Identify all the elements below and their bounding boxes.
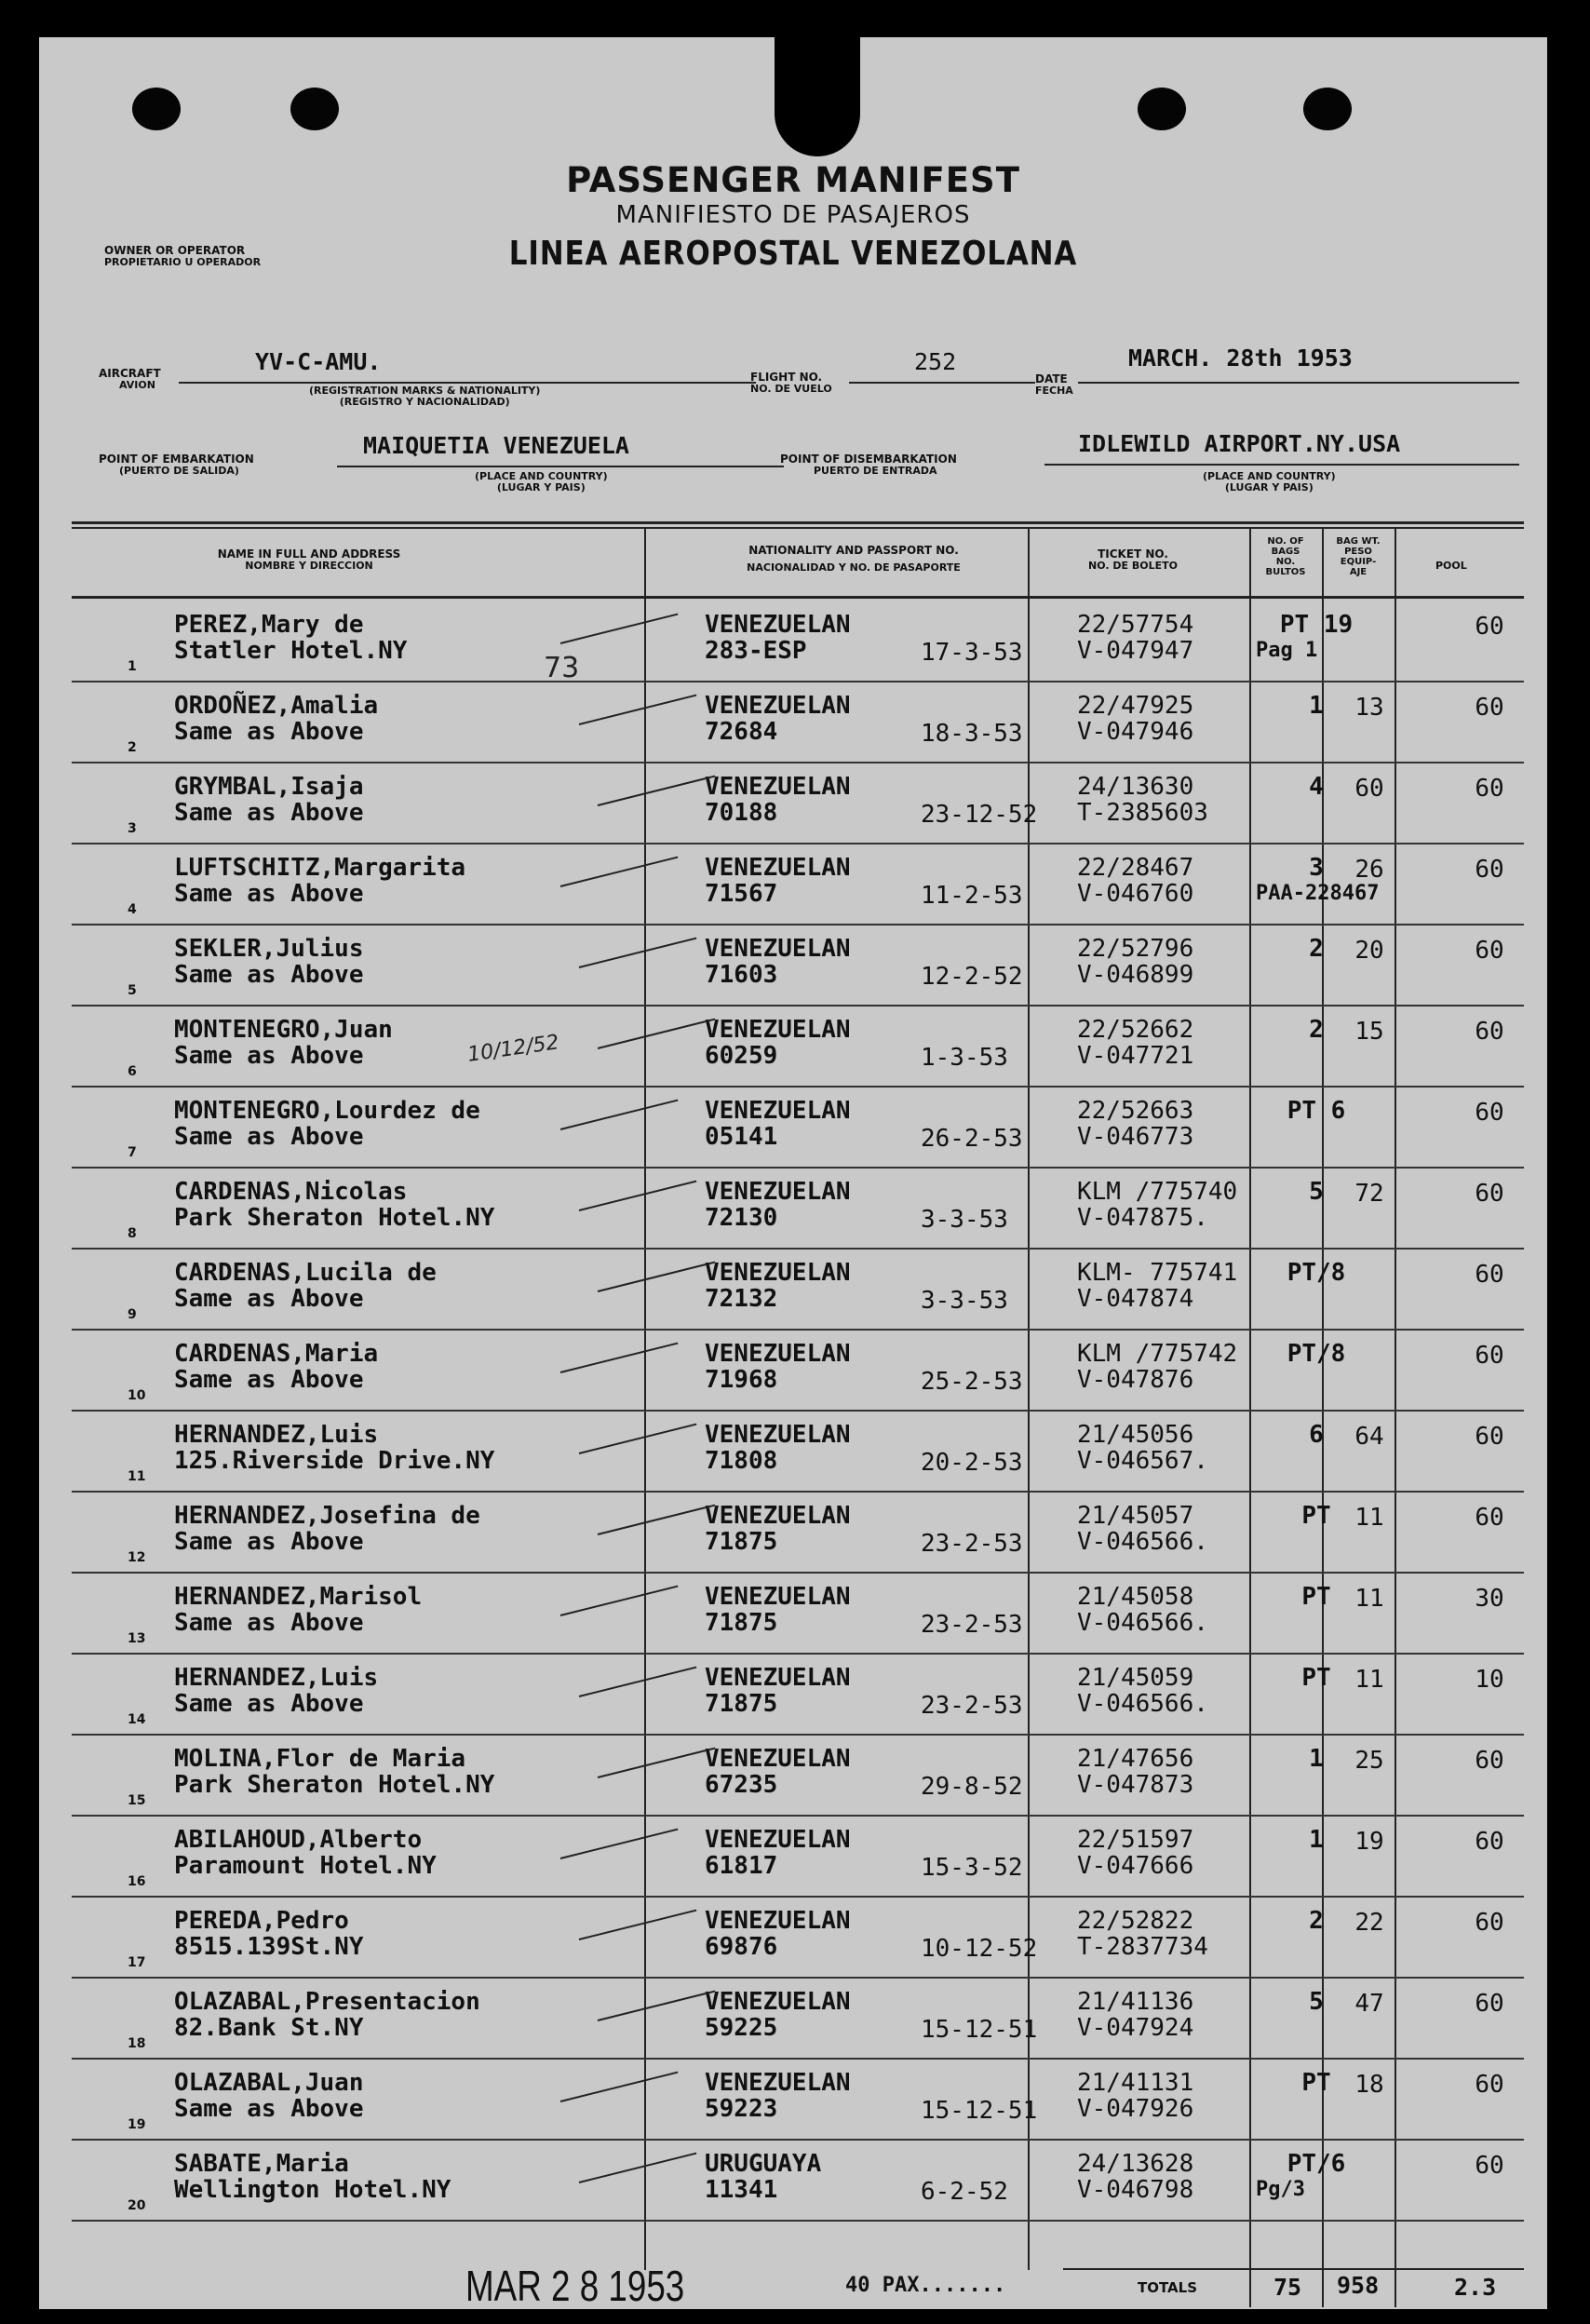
passport-date: 26-2-53 bbox=[921, 1125, 1023, 1153]
bags-count: 1 bbox=[1309, 1826, 1324, 1854]
passport-date: 23-2-53 bbox=[921, 1611, 1023, 1639]
ticket-number-secondary: V-046566. bbox=[1077, 1690, 1208, 1718]
bags-count: 2 bbox=[1309, 1907, 1324, 1935]
table-row bbox=[72, 682, 1524, 763]
aircraft-value: YV-C-AMU. bbox=[255, 348, 382, 375]
bag-weight: 60 bbox=[1354, 775, 1384, 803]
passport-date: 15-12-51 bbox=[921, 2016, 1038, 2044]
pool-value: 60 bbox=[1475, 1099, 1504, 1127]
bags-count: 2 bbox=[1309, 1016, 1324, 1044]
table-row bbox=[72, 1736, 1524, 1817]
ticket-number-secondary: V-047947 bbox=[1077, 637, 1194, 665]
table-row bbox=[72, 1007, 1524, 1088]
passenger-address: Statler Hotel.NY bbox=[174, 637, 408, 665]
row-number: 6 bbox=[128, 1064, 137, 1079]
date-stamp: MAR 2 8 1953 bbox=[465, 2262, 685, 2309]
bags-note: PAA-228467 bbox=[1256, 882, 1380, 905]
ticket-number-secondary: V-046567. bbox=[1077, 1447, 1208, 1475]
pool-value: 60 bbox=[1475, 1747, 1504, 1775]
passport-date: 23-2-53 bbox=[921, 1692, 1023, 1720]
page-subtitle: MANIFIESTO DE PASAJEROS bbox=[615, 201, 971, 229]
pool-value: 60 bbox=[1475, 1504, 1504, 1532]
row-number: 18 bbox=[128, 2036, 146, 2051]
passenger-address: Same as Above bbox=[174, 2095, 364, 2123]
nationality: VENEZUELAN bbox=[705, 854, 851, 882]
owner-label: OWNER OR OPERATOR PROPIETARIO U OPERADOR bbox=[104, 244, 262, 268]
passenger-address: Paramount Hotel.NY bbox=[174, 1852, 437, 1880]
ticket-number-secondary: V-047946 bbox=[1077, 718, 1194, 746]
pool-value: 30 bbox=[1475, 1585, 1504, 1613]
passport-date: 10-12-52 bbox=[921, 1935, 1038, 1963]
col-header-name: NAME IN FULL AND ADDRESS NOMBRE Y DIRECCION bbox=[217, 547, 401, 572]
passenger-name: OLAZABAL,Juan bbox=[174, 2069, 364, 2097]
passenger-name: HERNANDEZ,Marisol bbox=[174, 1583, 423, 1611]
row-number: 3 bbox=[128, 821, 137, 836]
bag-weight: 19 bbox=[1354, 1828, 1384, 1856]
col-header-nationality: NATIONALITY AND PASSPORT NO. NACIONALIDAD Y NO. DE PASAPORTE bbox=[747, 544, 961, 574]
total-pool: 2.3 bbox=[1454, 2274, 1497, 2301]
col-header-ticket: TICKET NO. NO. DE BOLETO bbox=[1088, 547, 1178, 572]
passenger-address: Same as Above bbox=[174, 1528, 364, 1556]
registration-note: (REGISTRATION MARKS & NATIONALITY) (REGISTRO Y NACIONALIDAD) bbox=[309, 385, 541, 408]
bags-note: Pag 1 bbox=[1256, 639, 1318, 662]
place-note: (PLACE AND COUNTRY) (LUGAR Y PAIS) bbox=[1203, 470, 1336, 493]
pool-value: 60 bbox=[1475, 937, 1504, 965]
passenger-name: CARDENAS,Maria bbox=[174, 1340, 379, 1368]
pool-value: 60 bbox=[1475, 1018, 1504, 1046]
row-divider bbox=[72, 2220, 1524, 2222]
passenger-name: HERNANDEZ,Josefina de bbox=[174, 1502, 480, 1530]
nationality: VENEZUELAN bbox=[705, 1583, 851, 1611]
pool-value: 60 bbox=[1475, 2071, 1504, 2099]
passport-date: 29-8-52 bbox=[921, 1773, 1023, 1801]
table-row bbox=[72, 1169, 1524, 1250]
passport-number: 61817 bbox=[705, 1852, 778, 1880]
bags-count: PT 19 bbox=[1279, 611, 1354, 639]
table-row bbox=[72, 844, 1524, 926]
page-title: PASSENGER MANIFEST bbox=[566, 160, 1020, 200]
bags-count: 5 bbox=[1309, 1178, 1324, 1206]
place-note: (PLACE AND COUNTRY) (LUGAR Y PAIS) bbox=[475, 470, 608, 493]
passenger-count: 40 PAX....... bbox=[845, 2274, 1006, 2297]
bag-weight: 11 bbox=[1354, 1585, 1384, 1613]
passenger-name: ORDOÑEZ,Amalia bbox=[174, 692, 379, 720]
ticket-number: 21/45057 bbox=[1077, 1502, 1194, 1530]
row-number: 16 bbox=[128, 1874, 146, 1889]
bag-weight: 18 bbox=[1354, 2071, 1384, 2099]
passenger-address: Same as Above bbox=[174, 880, 364, 908]
pool-value: 60 bbox=[1475, 613, 1504, 641]
ticket-number-secondary: V-046760 bbox=[1077, 880, 1194, 908]
bags-count: PT 6 bbox=[1287, 1097, 1346, 1125]
passport-date: 6-2-52 bbox=[921, 2178, 1008, 2206]
passport-date: 1-3-53 bbox=[921, 1044, 1008, 1072]
field-underline bbox=[337, 466, 784, 467]
table-row bbox=[72, 2060, 1524, 2141]
passenger-address: 8515.139St.NY bbox=[174, 1933, 364, 1961]
passenger-name: HERNANDEZ,Luis bbox=[174, 1421, 379, 1449]
row-number: 17 bbox=[128, 1955, 146, 1970]
bag-weight: 22 bbox=[1354, 1909, 1384, 1937]
passport-number: 05141 bbox=[705, 1123, 778, 1151]
passport-number: 71808 bbox=[705, 1447, 778, 1475]
passport-date: 23-2-53 bbox=[921, 1530, 1023, 1558]
nationality: URUGUAYA bbox=[705, 2150, 822, 2178]
passenger-address: 82.Bank St.NY bbox=[174, 2014, 364, 2042]
ticket-number: 21/45059 bbox=[1077, 1664, 1194, 1692]
handwritten-note: 10/12/52 bbox=[465, 1031, 561, 1067]
passenger-name: PEREZ,Mary de bbox=[174, 611, 364, 639]
table-header-rule bbox=[72, 596, 1524, 599]
bags-count: PT bbox=[1301, 1502, 1331, 1530]
table-row bbox=[72, 1898, 1524, 1979]
ticket-number: 24/13628 bbox=[1077, 2150, 1194, 2178]
table-row bbox=[72, 2141, 1524, 2222]
passenger-address: Same as Above bbox=[174, 1366, 364, 1394]
bag-weight: 11 bbox=[1354, 1666, 1384, 1694]
row-number: 12 bbox=[128, 1550, 146, 1565]
ticket-number: 22/28467 bbox=[1077, 854, 1194, 882]
pool-value: 60 bbox=[1475, 1423, 1504, 1451]
bags-count: PT bbox=[1301, 1583, 1331, 1611]
table-top-rule bbox=[72, 527, 1524, 529]
col-header-bag-weight: BAG WT. PESO EQUIP- AJE bbox=[1336, 536, 1381, 577]
nationality: VENEZUELAN bbox=[705, 611, 851, 639]
bag-weight: 13 bbox=[1354, 694, 1384, 722]
row-number: 4 bbox=[128, 902, 137, 917]
ticket-number: 22/57754 bbox=[1077, 611, 1194, 639]
pool-value: 60 bbox=[1475, 1909, 1504, 1937]
row-number: 7 bbox=[128, 1145, 137, 1160]
totals-rule bbox=[1063, 2268, 1524, 2270]
row-number: 11 bbox=[128, 1469, 146, 1484]
passenger-address: Same as Above bbox=[174, 961, 364, 989]
nationality: VENEZUELAN bbox=[705, 1016, 851, 1044]
ticket-number: KLM /775740 bbox=[1077, 1178, 1238, 1206]
passenger-name: ABILAHOUD,Alberto bbox=[174, 1826, 423, 1854]
passport-date: 18-3-53 bbox=[921, 720, 1023, 748]
flight-value: 252 bbox=[914, 348, 957, 375]
field-underline bbox=[1044, 464, 1519, 466]
passenger-address: Park Sheraton Hotel.NY bbox=[174, 1771, 495, 1799]
passenger-name: PEREDA,Pedro bbox=[174, 1907, 349, 1935]
row-number: 14 bbox=[128, 1712, 146, 1727]
passport-number: 71567 bbox=[705, 880, 778, 908]
passport-date: 23-12-52 bbox=[921, 801, 1038, 829]
ticket-number: 24/13630 bbox=[1077, 773, 1194, 801]
nationality: VENEZUELAN bbox=[705, 1745, 851, 1773]
ticket-number: KLM /775742 bbox=[1077, 1340, 1238, 1368]
disembarkation-label: POINT OF DISEMBARKATION PUERTO DE ENTRADA bbox=[780, 453, 957, 477]
bags-count: PT bbox=[1301, 2069, 1331, 2097]
totals-label: TOTALS bbox=[1138, 2279, 1198, 2296]
passenger-name: MONTENEGRO,Juan bbox=[174, 1016, 393, 1044]
table-row bbox=[72, 601, 1524, 682]
date-label: DATE FECHA bbox=[1035, 372, 1073, 397]
passenger-address: Same as Above bbox=[174, 1285, 364, 1313]
passenger-name: CARDENAS,Nicolas bbox=[174, 1178, 408, 1206]
col-header-pool: POOL bbox=[1435, 560, 1467, 572]
ticket-number: 22/52663 bbox=[1077, 1097, 1194, 1125]
pool-value: 60 bbox=[1475, 1828, 1504, 1856]
passenger-name: MOLINA,Flor de Maria bbox=[174, 1745, 466, 1773]
embarkation-label: POINT OF EMBARKATION (PUERTO DE SALIDA) bbox=[99, 453, 254, 477]
punch-hole bbox=[1303, 88, 1352, 130]
row-number: 2 bbox=[128, 740, 137, 755]
passenger-address: Same as Above bbox=[174, 1123, 364, 1151]
passport-number: 72130 bbox=[705, 1204, 778, 1232]
passport-number: 59223 bbox=[705, 2095, 778, 2123]
pool-value: 60 bbox=[1475, 1342, 1504, 1370]
pool-value: 60 bbox=[1475, 2152, 1504, 2180]
passenger-name: OLAZABAL,Presentacion bbox=[174, 1988, 480, 2016]
passport-date: 12-2-52 bbox=[921, 963, 1023, 991]
nationality: VENEZUELAN bbox=[705, 1826, 851, 1854]
field-underline bbox=[1078, 382, 1519, 384]
row-number: 20 bbox=[128, 2198, 146, 2213]
passport-number: 59225 bbox=[705, 2014, 778, 2042]
ticket-number-secondary: V-047874 bbox=[1077, 1285, 1194, 1313]
passport-number: 71875 bbox=[705, 1609, 778, 1637]
bags-count: PT/8 bbox=[1287, 1340, 1346, 1368]
nationality: VENEZUELAN bbox=[705, 692, 851, 720]
passport-number: 72132 bbox=[705, 1285, 778, 1313]
row-number: 13 bbox=[128, 1631, 146, 1646]
passenger-name: SABATE,Maria bbox=[174, 2150, 349, 2178]
table-row bbox=[72, 1655, 1524, 1736]
passport-date: 17-3-53 bbox=[921, 639, 1023, 667]
ticket-number: 21/45058 bbox=[1077, 1583, 1194, 1611]
passport-number: 11341 bbox=[705, 2176, 778, 2204]
pool-value: 60 bbox=[1475, 1180, 1504, 1208]
bags-count: 1 bbox=[1309, 692, 1324, 720]
passport-number: 71603 bbox=[705, 961, 778, 989]
ticket-number-secondary: V-046566. bbox=[1077, 1528, 1208, 1556]
ticket-number-secondary: V-046773 bbox=[1077, 1123, 1194, 1151]
passenger-address: Same as Above bbox=[174, 1609, 364, 1637]
passenger-address: Same as Above bbox=[174, 1042, 364, 1070]
bags-count: 1 bbox=[1309, 1745, 1324, 1773]
table-row bbox=[72, 763, 1524, 844]
bag-weight: 72 bbox=[1354, 1180, 1384, 1208]
bags-count: 3 bbox=[1309, 854, 1324, 882]
manifest-sheet bbox=[39, 37, 1547, 2309]
passenger-name: LUFTSCHITZ,Margarita bbox=[174, 854, 466, 882]
nationality: VENEZUELAN bbox=[705, 1664, 851, 1692]
passenger-name: HERNANDEZ,Luis bbox=[174, 1664, 379, 1692]
bags-count: PT/8 bbox=[1287, 1259, 1346, 1287]
row-number: 10 bbox=[128, 1388, 146, 1403]
passport-number: 72684 bbox=[705, 718, 778, 746]
passport-date: 20-2-53 bbox=[921, 1449, 1023, 1477]
passenger-address: Wellington Hotel.NY bbox=[174, 2176, 451, 2204]
pool-value: 60 bbox=[1475, 775, 1504, 803]
pool-value: 10 bbox=[1475, 1666, 1504, 1694]
ticket-number-secondary: V-046899 bbox=[1077, 961, 1194, 989]
bag-weight: 64 bbox=[1354, 1423, 1384, 1451]
nationality: VENEZUELAN bbox=[705, 1907, 851, 1935]
table-row bbox=[72, 1574, 1524, 1655]
bag-weight: 20 bbox=[1354, 937, 1384, 965]
passenger-address: Same as Above bbox=[174, 799, 364, 827]
passport-date: 25-2-53 bbox=[921, 1368, 1023, 1396]
nationality: VENEZUELAN bbox=[705, 2069, 851, 2097]
table-row bbox=[72, 1250, 1524, 1331]
table-row bbox=[72, 1979, 1524, 2060]
ticket-number-secondary: V-047924 bbox=[1077, 2014, 1194, 2042]
ticket-number-secondary: V-047926 bbox=[1077, 2095, 1194, 2123]
passport-number: 70188 bbox=[705, 799, 778, 827]
ticket-number: 21/41131 bbox=[1077, 2069, 1194, 2097]
table-top-rule bbox=[72, 521, 1524, 524]
ticket-number: 21/47656 bbox=[1077, 1745, 1194, 1773]
ticket-number: 22/47925 bbox=[1077, 692, 1194, 720]
pool-value: 60 bbox=[1475, 694, 1504, 722]
passport-date: 15-12-51 bbox=[921, 2097, 1038, 2125]
nationality: VENEZUELAN bbox=[705, 1097, 851, 1125]
ticket-number: 21/41136 bbox=[1077, 1988, 1194, 2016]
bags-count: 5 bbox=[1309, 1988, 1324, 2016]
date-value: MARCH. 28th 1953 bbox=[1128, 345, 1353, 372]
ticket-number-secondary: V-046566. bbox=[1077, 1609, 1208, 1637]
nationality: VENEZUELAN bbox=[705, 773, 851, 801]
table-row bbox=[72, 1493, 1524, 1574]
passport-date: 15-3-52 bbox=[921, 1854, 1023, 1882]
ticket-number-secondary: V-047876 bbox=[1077, 1366, 1194, 1394]
ticket-number: KLM- 775741 bbox=[1077, 1259, 1238, 1287]
pool-value: 60 bbox=[1475, 1261, 1504, 1289]
ticket-number: 22/51597 bbox=[1077, 1826, 1194, 1854]
passport-number: 67235 bbox=[705, 1771, 778, 1799]
binder-notch bbox=[775, 37, 860, 156]
ticket-number-secondary: V-046798 bbox=[1077, 2176, 1194, 2204]
nationality: VENEZUELAN bbox=[705, 1340, 851, 1368]
total-bags: 75 bbox=[1273, 2274, 1302, 2301]
table-row bbox=[72, 1412, 1524, 1493]
punch-hole bbox=[132, 88, 181, 130]
table-row bbox=[72, 1331, 1524, 1412]
field-underline bbox=[179, 382, 756, 384]
row-number: 1 bbox=[128, 659, 137, 674]
embarkation-value: MAIQUETIA VENEZUELA bbox=[363, 432, 629, 459]
passport-number: 69876 bbox=[705, 1933, 778, 1961]
table-row bbox=[72, 1088, 1524, 1169]
ticket-number-secondary: V-047666 bbox=[1077, 1852, 1194, 1880]
bag-weight: 15 bbox=[1354, 1018, 1384, 1046]
bags-count: 4 bbox=[1309, 773, 1324, 801]
bags-note: Pg/3 bbox=[1256, 2178, 1305, 2201]
nationality: VENEZUELAN bbox=[705, 935, 851, 963]
passport-number: 71875 bbox=[705, 1528, 778, 1556]
passport-number: 60259 bbox=[705, 1042, 778, 1070]
aircraft-label: AIRCRAFT AVION bbox=[99, 367, 161, 391]
passenger-address: 125.Riverside Drive.NY bbox=[174, 1447, 495, 1475]
passenger-name: MONTENEGRO,Lourdez de bbox=[174, 1097, 480, 1125]
nationality: VENEZUELAN bbox=[705, 1421, 851, 1449]
passport-date: 3-3-53 bbox=[921, 1287, 1008, 1315]
ticket-number-secondary: V-047873 bbox=[1077, 1771, 1194, 1799]
punch-hole bbox=[1138, 88, 1186, 130]
passport-date: 11-2-53 bbox=[921, 882, 1023, 910]
bag-weight: 26 bbox=[1354, 856, 1384, 884]
disembarkation-value: IDLEWILD AIRPORT.NY.USA bbox=[1078, 430, 1401, 457]
handwritten-note: 73 bbox=[544, 652, 580, 684]
ticket-number-secondary: T-2837734 bbox=[1077, 1933, 1208, 1961]
table-row bbox=[72, 926, 1524, 1007]
ticket-number: 21/45056 bbox=[1077, 1421, 1194, 1449]
passenger-address: Same as Above bbox=[174, 718, 364, 746]
bags-count: PT bbox=[1301, 1664, 1331, 1692]
bags-count: 6 bbox=[1309, 1421, 1324, 1449]
table-row bbox=[72, 1817, 1524, 1898]
nationality: VENEZUELAN bbox=[705, 1259, 851, 1287]
passenger-name: GRYMBAL,Isaja bbox=[174, 773, 364, 801]
bags-count: 2 bbox=[1309, 935, 1324, 963]
ticket-number: 22/52662 bbox=[1077, 1016, 1194, 1044]
col-header-bags: NO. OF BAGS NO. BULTOS bbox=[1265, 536, 1306, 577]
nationality: VENEZUELAN bbox=[705, 1988, 851, 2016]
flight-label: FLIGHT NO. NO. DE VUELO bbox=[750, 371, 832, 395]
pool-value: 60 bbox=[1475, 1990, 1504, 2018]
passenger-address: Same as Above bbox=[174, 1690, 364, 1718]
row-number: 9 bbox=[128, 1307, 137, 1322]
pool-value: 60 bbox=[1475, 856, 1504, 884]
bag-weight: 47 bbox=[1354, 1990, 1384, 2018]
ticket-number-secondary: T-2385603 bbox=[1077, 799, 1208, 827]
row-number: 8 bbox=[128, 1226, 137, 1241]
passport-number: 283-ESP bbox=[705, 637, 807, 665]
field-underline bbox=[849, 382, 1035, 384]
punch-hole bbox=[290, 88, 339, 130]
operator-name: LINEA AEROPOSTAL VENEZOLANA bbox=[508, 235, 1078, 273]
nationality: VENEZUELAN bbox=[705, 1178, 851, 1206]
row-number: 19 bbox=[128, 2117, 146, 2132]
passport-number: 71968 bbox=[705, 1366, 778, 1394]
ticket-number: 22/52796 bbox=[1077, 935, 1194, 963]
passenger-name: SEKLER,Julius bbox=[174, 935, 364, 963]
bag-weight: 25 bbox=[1354, 1747, 1384, 1775]
passenger-name: CARDENAS,Lucila de bbox=[174, 1259, 437, 1287]
total-weight: 958 bbox=[1337, 2272, 1380, 2299]
row-number: 5 bbox=[128, 983, 137, 998]
ticket-number: 22/52822 bbox=[1077, 1907, 1194, 1935]
passport-number: 71875 bbox=[705, 1690, 778, 1718]
passenger-address: Park Sheraton Hotel.NY bbox=[174, 1204, 495, 1232]
row-number: 15 bbox=[128, 1793, 146, 1808]
nationality: VENEZUELAN bbox=[705, 1502, 851, 1530]
ticket-number-secondary: V-047721 bbox=[1077, 1042, 1194, 1070]
ticket-number-secondary: V-047875. bbox=[1077, 1204, 1208, 1232]
bag-weight: 11 bbox=[1354, 1504, 1384, 1532]
bags-count: PT/6 bbox=[1287, 2150, 1346, 2178]
passport-date: 3-3-53 bbox=[921, 1206, 1008, 1234]
